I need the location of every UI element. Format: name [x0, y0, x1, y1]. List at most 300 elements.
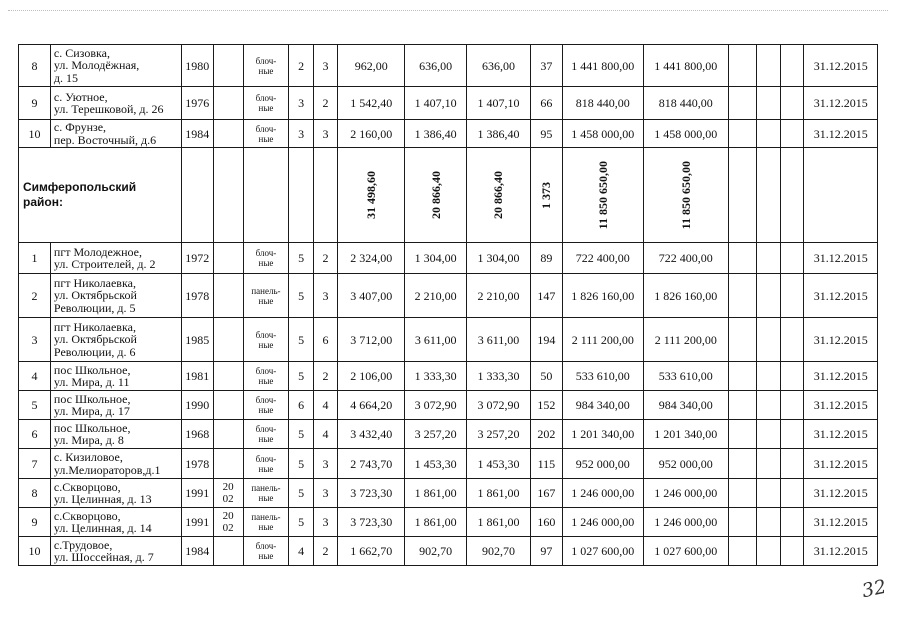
address-cell — [50, 243, 181, 274]
table-cell — [181, 148, 213, 243]
year-2 — [213, 508, 243, 537]
address-line: пос Школьное, — [53, 362, 131, 377]
year-2 — [213, 362, 243, 391]
district-total-sum-2 — [643, 148, 728, 243]
table-body-top — [19, 45, 878, 148]
total-area: 2 160,00 — [338, 120, 405, 148]
address-line: ул. Молодёжная, — [53, 58, 140, 73]
table-cell — [781, 362, 804, 391]
residents: 152 — [530, 391, 562, 420]
repair-cost-2: 1 246 000,00 — [643, 508, 728, 537]
table-row — [19, 479, 878, 508]
address-line: с.Трудовое, — [53, 537, 113, 552]
table-cell — [728, 479, 756, 508]
wall-material — [243, 87, 289, 120]
wall-material — [243, 362, 289, 391]
living-area: 1 333,30 — [405, 362, 467, 391]
wall-material — [243, 420, 289, 449]
address-line: ул. Октябрьской — [53, 288, 137, 303]
table-cell — [728, 508, 756, 537]
repair-cost: 818 440,00 — [562, 87, 643, 120]
year-built: 1972 — [181, 243, 213, 274]
address-line: с.Скворцово, — [53, 508, 121, 523]
entrances: 4 — [313, 420, 337, 449]
deadline-date: 31.12.2015 — [804, 45, 878, 87]
living-area: 1 407,10 — [405, 87, 467, 120]
address-line: ул. Мира, д. 17 — [53, 404, 130, 418]
living-area-2: 3 257,20 — [467, 420, 531, 449]
floors: 5 — [289, 274, 313, 318]
living-area: 636,00 — [405, 45, 467, 87]
address-cell — [50, 362, 181, 391]
living-area: 902,70 — [405, 537, 467, 566]
total-area: 3 712,00 — [338, 318, 405, 362]
district-total-people — [530, 148, 562, 243]
table-row — [19, 420, 878, 449]
address-line: с. Фрунзе, — [53, 120, 107, 134]
wall-material-line: ные — [258, 522, 274, 532]
repair-cost-2: 1 027 600,00 — [643, 537, 728, 566]
address-cell — [50, 537, 181, 566]
wall-material-line: блоч- — [255, 395, 277, 405]
wall-material-line: панель- — [251, 483, 281, 493]
address-line: ул. Мира, д. 8 — [53, 433, 124, 447]
district-row — [19, 148, 878, 243]
deadline-date: 31.12.2015 — [804, 243, 878, 274]
table-cell — [756, 449, 780, 479]
table-cell — [243, 148, 289, 243]
table-cell — [728, 87, 756, 120]
table-cell — [728, 274, 756, 318]
table-cell — [756, 479, 780, 508]
table-row — [19, 537, 878, 566]
table-row — [19, 45, 878, 87]
wall-material — [243, 537, 289, 566]
wall-material-line: ные — [258, 463, 274, 474]
repair-cost-2: 1 458 000,00 — [643, 120, 728, 148]
wall-material-line: блоч- — [255, 541, 277, 551]
floors: 2 — [289, 45, 313, 87]
housing-table — [18, 44, 878, 566]
table-cell — [728, 243, 756, 274]
table-row — [19, 318, 878, 362]
row-number: 8 — [19, 479, 51, 508]
table-cell — [781, 243, 804, 274]
entrances: 3 — [313, 120, 337, 148]
table-cell — [756, 537, 780, 566]
wall-material-line: блоч- — [255, 424, 277, 434]
table-cell — [756, 508, 780, 537]
deadline-date: 31.12.2015 — [804, 508, 878, 537]
wall-material — [243, 508, 289, 537]
repair-cost: 1 246 000,00 — [562, 508, 643, 537]
living-area-2: 1 861,00 — [467, 508, 531, 537]
wall-material-line: блоч- — [255, 366, 277, 376]
living-area-2: 902,70 — [467, 537, 531, 566]
address-line: пос Школьное, — [53, 391, 131, 406]
deadline-date: 31.12.2015 — [804, 87, 878, 120]
table-cell — [781, 148, 804, 243]
entrances: 2 — [313, 362, 337, 391]
address-cell — [50, 87, 181, 120]
wall-material — [243, 449, 289, 479]
total-area: 3 723,30 — [338, 479, 405, 508]
table-cell — [289, 148, 313, 243]
table-cell — [756, 120, 780, 148]
entrances: 4 — [313, 391, 337, 420]
living-area-2: 3 072,90 — [467, 391, 531, 420]
table-cell — [756, 420, 780, 449]
entrances: 3 — [313, 479, 337, 508]
year-built: 1990 — [181, 391, 213, 420]
table-row — [19, 508, 878, 537]
repair-cost: 1 246 000,00 — [562, 479, 643, 508]
address-cell — [50, 420, 181, 449]
table-cell — [728, 391, 756, 420]
residents: 202 — [530, 420, 562, 449]
table-cell — [728, 420, 756, 449]
year-built: 1976 — [181, 87, 213, 120]
table-cell — [781, 318, 804, 362]
living-area: 3 257,20 — [405, 420, 467, 449]
table-cell — [728, 362, 756, 391]
year-built: 1978 — [181, 274, 213, 318]
year-built: 1985 — [181, 318, 213, 362]
year-built: 1981 — [181, 362, 213, 391]
wall-material-line: блоч- — [255, 93, 277, 103]
table-row — [19, 449, 878, 479]
repair-cost: 1 441 800,00 — [562, 45, 643, 87]
address-line: ул.Мелиораторов,д.1 — [53, 462, 161, 477]
wall-material — [243, 479, 289, 508]
address-line: пгт Николаевка, — [53, 319, 136, 334]
living-area: 1 386,40 — [405, 120, 467, 148]
row-number: 6 — [19, 420, 51, 449]
table-cell — [756, 45, 780, 87]
district-total-living-area-value: 20 866,40 — [428, 171, 443, 219]
table-row — [19, 274, 878, 318]
repair-cost-2: 1 201 340,00 — [643, 420, 728, 449]
wall-material-line: ные — [258, 376, 274, 386]
living-area: 1 453,30 — [405, 449, 467, 479]
district-total-sum-value: 11 850 650,00 — [595, 160, 610, 230]
year-2 — [213, 243, 243, 274]
address-line: ул. Целинная, д. 14 — [53, 521, 152, 535]
year-2 — [213, 479, 243, 508]
table-row — [19, 87, 878, 120]
wall-material — [243, 45, 289, 87]
table-cell — [728, 449, 756, 479]
table-cell — [756, 391, 780, 420]
page-number: 32 — [859, 575, 889, 603]
table-cell — [756, 87, 780, 120]
table-cell — [781, 420, 804, 449]
total-area: 3 432,40 — [338, 420, 405, 449]
district-total-living-area-2 — [467, 148, 531, 243]
table-cell — [213, 148, 243, 243]
deadline-date: 31.12.2015 — [804, 274, 878, 318]
address-line: пос Школьное, — [53, 420, 131, 435]
living-area-2: 1 386,40 — [467, 120, 531, 148]
table-cell — [728, 120, 756, 148]
repair-cost: 533 610,00 — [562, 362, 643, 391]
floors: 5 — [289, 479, 313, 508]
address-line: с. Кизиловое, — [53, 450, 123, 464]
wall-material-line: ные — [258, 493, 274, 503]
year-2 — [213, 420, 243, 449]
repair-cost-2: 1 246 000,00 — [643, 479, 728, 508]
living-area-2: 636,00 — [467, 45, 531, 87]
table-cell — [781, 87, 804, 120]
year-2 — [213, 45, 243, 87]
year-2-part: 20 — [222, 510, 234, 522]
living-area: 3 611,00 — [405, 318, 467, 362]
address-cell — [50, 45, 181, 87]
address-line: д. 15 — [53, 70, 79, 85]
living-area-2: 3 611,00 — [467, 318, 531, 362]
table-cell — [781, 449, 804, 479]
entrances: 3 — [313, 45, 337, 87]
living-area-2: 1 453,30 — [467, 449, 531, 479]
repair-cost: 1 458 000,00 — [562, 120, 643, 148]
wall-material-line: блоч- — [255, 329, 277, 340]
living-area: 3 072,90 — [405, 391, 467, 420]
row-number: 2 — [19, 274, 51, 318]
wall-material-line: блоч- — [255, 453, 277, 464]
repair-cost: 1 027 600,00 — [562, 537, 643, 566]
wall-material-line: ные — [258, 103, 274, 113]
living-area: 1 861,00 — [405, 508, 467, 537]
year-built: 1984 — [181, 120, 213, 148]
table-cell — [728, 537, 756, 566]
district-total-living-area-2-value: 20 866,40 — [491, 171, 506, 219]
address-line: ул. Шоссейная, д. 7 — [53, 550, 154, 564]
total-area: 3 407,00 — [338, 274, 405, 318]
district-name-line1: Симферопольский — [23, 180, 137, 194]
living-area-2: 1 407,10 — [467, 87, 531, 120]
wall-material-line: блоч- — [255, 248, 277, 258]
wall-material — [243, 243, 289, 274]
district-total-sum — [562, 148, 643, 243]
row-number: 3 — [19, 318, 51, 362]
table-cell — [781, 537, 804, 566]
living-area-2: 1 861,00 — [467, 479, 531, 508]
residents: 50 — [530, 362, 562, 391]
deadline-date: 31.12.2015 — [804, 120, 878, 148]
floors: 4 — [289, 537, 313, 566]
entrances: 3 — [313, 449, 337, 479]
wall-material-line: ные — [258, 65, 274, 76]
wall-material-line: ные — [258, 434, 274, 444]
year-2 — [213, 449, 243, 479]
living-area-2: 2 210,00 — [467, 274, 531, 318]
deadline-date: 31.12.2015 — [804, 391, 878, 420]
entrances: 2 — [313, 243, 337, 274]
district-name — [19, 148, 182, 243]
floors: 5 — [289, 318, 313, 362]
district-row-group — [19, 148, 878, 243]
year-2 — [213, 274, 243, 318]
living-area: 2 210,00 — [405, 274, 467, 318]
table-cell — [781, 274, 804, 318]
floors: 5 — [289, 449, 313, 479]
wall-material-line: ные — [258, 258, 274, 268]
floors: 5 — [289, 243, 313, 274]
address-cell — [50, 318, 181, 362]
floors: 3 — [289, 87, 313, 120]
address-cell — [50, 508, 181, 537]
wall-material-line: ные — [258, 133, 274, 144]
row-number: 10 — [19, 120, 51, 148]
address-line: пер. Восточный, д.6 — [53, 132, 157, 147]
table-row — [19, 243, 878, 274]
deadline-date: 31.12.2015 — [804, 449, 878, 479]
wall-material — [243, 120, 289, 148]
wall-material — [243, 274, 289, 318]
table-cell — [313, 148, 337, 243]
table-cell — [756, 318, 780, 362]
address-line: с.Скворцово, — [53, 479, 121, 494]
residents: 66 — [530, 87, 562, 120]
total-area: 962,00 — [338, 45, 405, 87]
year-2 — [213, 537, 243, 566]
repair-cost: 952 000,00 — [562, 449, 643, 479]
row-number: 5 — [19, 391, 51, 420]
table-cell — [728, 45, 756, 87]
row-number: 1 — [19, 243, 51, 274]
living-area-2: 1 333,30 — [467, 362, 531, 391]
deadline-date: 31.12.2015 — [804, 537, 878, 566]
wall-material-line: ные — [258, 339, 274, 350]
address-line: Революции, д. 5 — [53, 300, 136, 315]
residents: 89 — [530, 243, 562, 274]
total-area: 1 542,40 — [338, 87, 405, 120]
table-cell — [781, 508, 804, 537]
table-row — [19, 120, 878, 148]
residents: 147 — [530, 274, 562, 318]
year-built: 1991 — [181, 479, 213, 508]
floors: 6 — [289, 391, 313, 420]
table-cell — [756, 148, 780, 243]
scan-top-edge — [8, 10, 888, 11]
living-area: 1 861,00 — [405, 479, 467, 508]
wall-material-line: блоч- — [255, 123, 277, 134]
year-built: 1980 — [181, 45, 213, 87]
address-line: пгт Николаевка, — [53, 275, 136, 290]
floors: 3 — [289, 120, 313, 148]
total-area: 2 324,00 — [338, 243, 405, 274]
deadline-date: 31.12.2015 — [804, 479, 878, 508]
year-built: 1991 — [181, 508, 213, 537]
repair-cost: 1 201 340,00 — [562, 420, 643, 449]
year-built: 1978 — [181, 449, 213, 479]
repair-cost-2: 533 610,00 — [643, 362, 728, 391]
wall-material-line: ные — [258, 405, 274, 415]
residents: 37 — [530, 45, 562, 87]
row-number: 9 — [19, 87, 51, 120]
address-line: ул. Мира, д. 11 — [53, 375, 130, 389]
entrances: 3 — [313, 274, 337, 318]
repair-cost-2: 1 441 800,00 — [643, 45, 728, 87]
year-2 — [213, 87, 243, 120]
residents: 194 — [530, 318, 562, 362]
year-2-part: 20 — [222, 481, 234, 493]
district-total-area — [338, 148, 405, 243]
row-number: 8 — [19, 45, 51, 87]
entrances: 3 — [313, 508, 337, 537]
total-area: 2 743,70 — [338, 449, 405, 479]
address-cell — [50, 120, 181, 148]
address-cell — [50, 479, 181, 508]
district-name-line2: район: — [23, 195, 63, 209]
residents: 97 — [530, 537, 562, 566]
repair-cost-2: 984 340,00 — [643, 391, 728, 420]
address-line: ул. Строителей, д. 2 — [53, 257, 156, 271]
address-line: с. Уютное, — [53, 89, 108, 104]
wall-material-line: блоч- — [255, 55, 277, 66]
total-area: 2 106,00 — [338, 362, 405, 391]
district-total-living-area — [405, 148, 467, 243]
table-cell — [804, 148, 878, 243]
table-cell — [781, 45, 804, 87]
repair-cost: 722 400,00 — [562, 243, 643, 274]
table-row — [19, 391, 878, 420]
address-line: ул. Октябрьской — [53, 332, 137, 347]
repair-cost-2: 1 826 160,00 — [643, 274, 728, 318]
floors: 5 — [289, 508, 313, 537]
row-number: 10 — [19, 537, 51, 566]
address-cell — [50, 391, 181, 420]
year-2 — [213, 120, 243, 148]
table-cell — [756, 243, 780, 274]
year-2-part: 02 — [222, 522, 234, 534]
deadline-date: 31.12.2015 — [804, 420, 878, 449]
wall-material — [243, 318, 289, 362]
table-cell — [728, 148, 756, 243]
address-cell — [50, 449, 181, 479]
wall-material-line: панель- — [251, 285, 281, 296]
residents: 115 — [530, 449, 562, 479]
residents: 167 — [530, 479, 562, 508]
entrances: 6 — [313, 318, 337, 362]
district-total-people-value: 1 373 — [539, 181, 554, 209]
floors: 5 — [289, 362, 313, 391]
table-body-bottom — [19, 243, 878, 566]
table-cell — [728, 318, 756, 362]
year-built: 1968 — [181, 420, 213, 449]
address-line: ул. Целинная, д. 13 — [53, 492, 152, 506]
district-total-area-value: 31 498,60 — [364, 171, 379, 219]
address-line: ул. Терешковой, д. 26 — [53, 102, 164, 116]
table-cell — [756, 274, 780, 318]
deadline-date: 31.12.2015 — [804, 362, 878, 391]
deadline-date: 31.12.2015 — [804, 318, 878, 362]
year-2 — [213, 391, 243, 420]
entrances: 2 — [313, 537, 337, 566]
address-line: Революции, д. 6 — [53, 344, 136, 359]
wall-material-line: панель- — [251, 512, 281, 522]
living-area: 1 304,00 — [405, 243, 467, 274]
year-2-part: 02 — [222, 493, 234, 505]
residents: 160 — [530, 508, 562, 537]
table-cell — [781, 391, 804, 420]
total-area: 1 662,70 — [338, 537, 405, 566]
year-built: 1984 — [181, 537, 213, 566]
row-number: 9 — [19, 508, 51, 537]
residents: 95 — [530, 120, 562, 148]
address-line: пгт Молодежное, — [53, 244, 142, 259]
repair-cost: 2 111 200,00 — [562, 318, 643, 362]
